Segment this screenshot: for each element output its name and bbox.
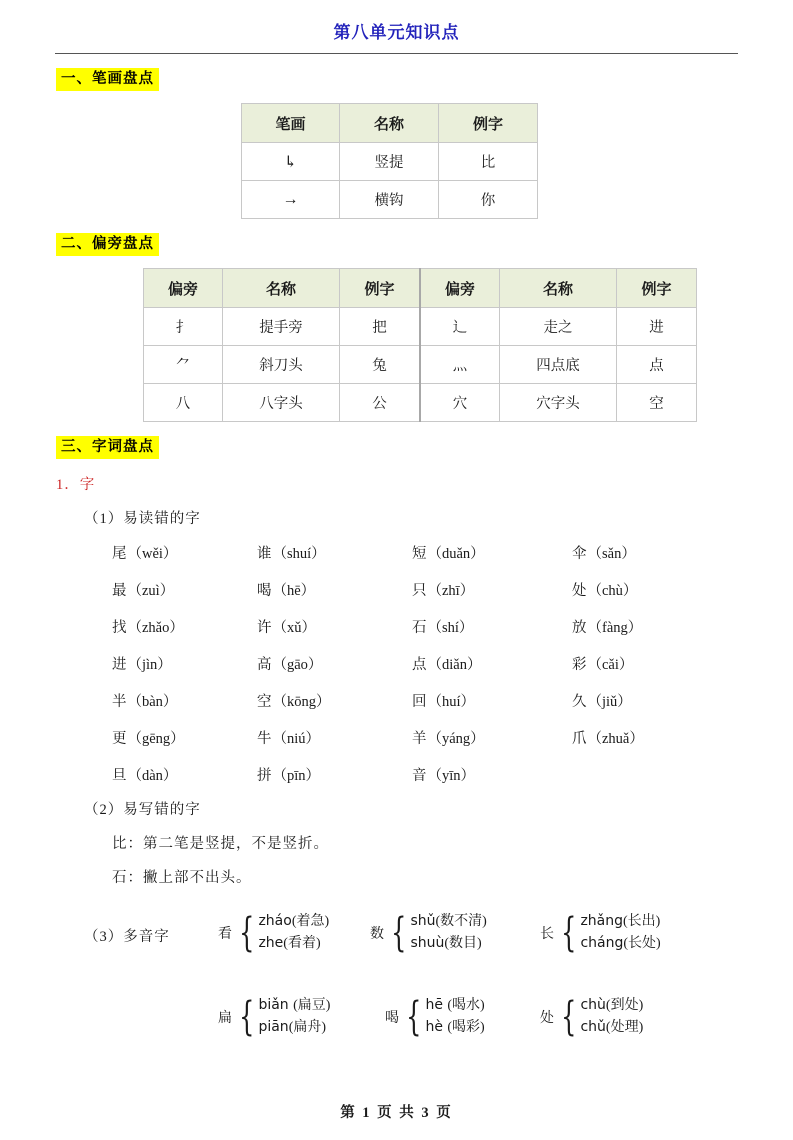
pinyin-entry <box>412 690 572 711</box>
page-title: 第八单元知识点 <box>333 23 460 42</box>
polyphonic-entry <box>218 910 330 957</box>
radical-name: 走之 <box>500 308 617 346</box>
pinyin-reading: （kōng） <box>272 694 331 711</box>
pinyin-han: 谁 <box>257 546 273 563</box>
reading-word: (数不清) <box>435 914 487 930</box>
pinyin-reading: （fàng） <box>587 620 643 637</box>
pinyin-entry <box>572 616 732 637</box>
pinyin-reading: （yīn） <box>427 768 476 785</box>
miswrite-note: 比：第二笔是竖提，不是竖折。 <box>112 836 329 853</box>
page-footer: 第 1 页 共 3 页 <box>340 1105 453 1121</box>
pinyin-han: 尾 <box>112 546 128 563</box>
pinyin-reading: （zuì） <box>127 583 175 600</box>
polyphonic-readings <box>580 995 643 1038</box>
stroke-glyph: ↳ <box>242 143 340 181</box>
radical-name: 斜刀头 <box>223 346 340 384</box>
pinyin-reading: （zhǎo） <box>127 620 184 637</box>
radical-name: 八字头 <box>223 384 340 422</box>
pinyin-reading: （xǔ） <box>272 620 316 637</box>
polyphonic-readings <box>425 995 484 1038</box>
table-header-row <box>144 269 697 308</box>
pinyin-entry <box>257 616 412 637</box>
pinyin-entry <box>112 616 257 637</box>
pinyin-entry <box>412 579 572 600</box>
polyphonic-row-2 <box>0 993 793 1049</box>
reading-pinyin: zháo <box>258 913 292 930</box>
subsection-zi: 1．字 <box>56 477 96 494</box>
stroke-name: 竖提 <box>340 143 439 181</box>
stroke-example: 你 <box>439 181 538 219</box>
pinyin-entry <box>412 653 572 674</box>
pinyin-han: 空 <box>257 694 273 711</box>
title-divider <box>55 53 738 54</box>
pinyin-han: 放 <box>572 620 588 637</box>
item-easy-miswrite-label: （2）易写错的字 <box>84 802 201 819</box>
reading-word: (着急) <box>291 914 330 930</box>
reading-pinyin: hē <box>425 997 448 1014</box>
pinyin-entry <box>112 542 257 563</box>
pinyin-han: 音 <box>412 768 428 785</box>
table-header-row <box>242 104 538 143</box>
pinyin-han: 久 <box>572 694 588 711</box>
pinyin-han: 进 <box>112 657 128 674</box>
pinyin-reading: （pīn） <box>272 768 321 785</box>
polyphonic-char: 看 <box>218 927 232 943</box>
pinyin-entry <box>572 690 732 711</box>
pinyin-han: 牛 <box>257 731 273 748</box>
left-brace-icon: { <box>561 910 577 957</box>
table-row <box>242 143 538 181</box>
reading-word: (扁舟) <box>288 1020 327 1036</box>
pinyin-entry <box>257 764 412 785</box>
table-row <box>242 181 538 219</box>
pinyin-entry-empty <box>572 764 732 785</box>
stroke-example: 比 <box>439 143 538 181</box>
left-brace-icon: { <box>561 994 577 1041</box>
radical-example: 空 <box>617 384 697 422</box>
name-col-header-1: 名称 <box>223 269 340 308</box>
pinyin-entry <box>572 579 732 600</box>
name-col-header-2: 名称 <box>500 269 617 308</box>
reading-word: (数目) <box>444 936 482 952</box>
polyphonic-entry <box>370 910 487 957</box>
pinyin-reading: （diǎn） <box>427 657 482 674</box>
pinyin-entry <box>572 542 732 563</box>
reading-pinyin: chǔ <box>580 1019 606 1036</box>
pinyin-entry <box>412 727 572 748</box>
polyphonic-char: 喝 <box>385 1011 399 1027</box>
radical-example: 点 <box>617 346 697 384</box>
pinyin-han: 处 <box>572 583 588 600</box>
polyphonic-row-1 <box>0 909 793 965</box>
pinyin-reading: （dàn） <box>127 768 178 785</box>
polyphonic-readings <box>258 911 329 954</box>
pinyin-reading: （sǎn） <box>587 546 636 563</box>
pinyin-reading: （yáng） <box>427 731 485 748</box>
polyphonic-readings <box>410 911 486 954</box>
pinyin-han: 许 <box>257 620 273 637</box>
reading-pinyin: piān <box>258 1019 289 1036</box>
polyphonic-char: 数 <box>370 927 384 943</box>
reading-pinyin: cháng <box>580 935 624 952</box>
reading-word: (看着) <box>283 936 321 952</box>
pinyin-reading: （gēng） <box>127 731 185 748</box>
stroke-name: 横钩 <box>340 181 439 219</box>
left-brace-icon: { <box>239 994 255 1041</box>
radical-col-header-1: 偏旁 <box>144 269 223 308</box>
radical-glyph: 八 <box>144 384 223 422</box>
reading-word: (到处) <box>605 998 644 1014</box>
polyphonic-char: 扁 <box>218 1011 232 1027</box>
polyphonic-entry <box>385 994 485 1041</box>
polyphonic-entry <box>540 994 644 1041</box>
pinyin-han: 只 <box>412 583 428 600</box>
radical-example: 兔 <box>340 346 421 384</box>
reading-word: (喝彩) <box>447 1020 485 1036</box>
radical-glyph: 扌 <box>144 308 223 346</box>
polyphonic-entry <box>218 994 331 1041</box>
left-brace-icon: { <box>391 910 407 957</box>
pinyin-entry <box>257 653 412 674</box>
pinyin-entry <box>412 616 572 637</box>
pinyin-reading: （shí） <box>427 620 474 637</box>
pinyin-reading: （zhuǎ） <box>587 731 644 748</box>
polyphonic-readings <box>258 995 330 1038</box>
radical-example: 公 <box>340 384 421 422</box>
miswrite-note: 石：撇上部不出头。 <box>112 870 252 887</box>
pinyin-han: 石 <box>412 620 428 637</box>
table-row <box>144 384 697 422</box>
pinyin-reading: （chù） <box>587 583 638 600</box>
pinyin-han: 更 <box>112 731 128 748</box>
radical-glyph: 辶 <box>420 308 500 346</box>
pinyin-han: 半 <box>112 694 128 711</box>
pinyin-han: 最 <box>112 583 128 600</box>
pinyin-entry <box>257 727 412 748</box>
pinyin-entry <box>572 727 732 748</box>
pinyin-reading: （niú） <box>272 731 321 748</box>
section-three <box>0 436 793 459</box>
pinyin-entry <box>257 542 412 563</box>
reading-word: (处理) <box>605 1020 644 1036</box>
reading-pinyin: biǎn <box>258 997 294 1014</box>
example-col-header: 例字 <box>439 104 538 143</box>
item-easy-misread-label: （1）易读错的字 <box>84 511 201 528</box>
polyphonic-entry <box>540 910 661 957</box>
pinyin-han: 点 <box>412 657 428 674</box>
pinyin-reading: （cǎi） <box>587 657 634 674</box>
pinyin-entry <box>257 579 412 600</box>
radical-example: 进 <box>617 308 697 346</box>
radical-table <box>143 268 697 422</box>
section-heading-vocabulary: 三、字词盘点 <box>56 436 159 459</box>
reading-pinyin: chù <box>580 997 606 1014</box>
radical-glyph: 灬 <box>420 346 500 384</box>
polyphonic-readings <box>580 911 660 954</box>
reading-pinyin: zhǎng <box>580 913 624 930</box>
pinyin-reading: （jìn） <box>127 657 172 674</box>
reading-word: (长处) <box>623 936 661 952</box>
example-col-header-2: 例字 <box>617 269 697 308</box>
radical-name: 提手旁 <box>223 308 340 346</box>
section-one <box>0 68 793 91</box>
pinyin-reading: （huí） <box>427 694 476 711</box>
radical-col-header-2: 偏旁 <box>420 269 500 308</box>
polyphonic-char: 处 <box>540 1011 554 1027</box>
pinyin-reading: （shuí） <box>272 546 326 563</box>
section-heading-radicals: 二、偏旁盘点 <box>56 233 159 256</box>
example-col-header-1: 例字 <box>340 269 421 308</box>
left-brace-icon: { <box>406 994 422 1041</box>
document-page <box>0 18 793 1140</box>
stroke-table-wrapper <box>0 103 793 219</box>
stroke-col-header: 笔画 <box>242 104 340 143</box>
pinyin-entry <box>412 764 572 785</box>
pinyin-entry <box>112 579 257 600</box>
reading-pinyin: shuù <box>410 935 445 952</box>
pinyin-entry <box>572 653 732 674</box>
pinyin-han: 拼 <box>257 768 273 785</box>
pinyin-entry <box>112 764 257 785</box>
item-polyphonic-label: （3）多音字 <box>84 929 170 946</box>
pinyin-han: 旦 <box>112 768 128 785</box>
pinyin-han: 找 <box>112 620 128 637</box>
pinyin-han: 伞 <box>572 546 588 563</box>
pinyin-reading: （bàn） <box>127 694 178 711</box>
pinyin-han: 高 <box>257 657 273 674</box>
pinyin-entry <box>257 690 412 711</box>
radical-example: 把 <box>340 308 421 346</box>
radical-name: 穴字头 <box>500 384 617 422</box>
radical-name: 四点底 <box>500 346 617 384</box>
stroke-table <box>241 103 538 219</box>
pinyin-han: 回 <box>412 694 428 711</box>
reading-pinyin: hè <box>425 1019 448 1036</box>
reading-pinyin: shǔ <box>410 913 436 930</box>
section-heading-strokes: 一、笔画盘点 <box>56 68 159 91</box>
pinyin-reading: （wěi） <box>127 546 178 563</box>
polyphonic-char: 长 <box>540 927 554 943</box>
pinyin-reading: （jiǔ） <box>587 694 632 711</box>
reading-pinyin: zhe <box>258 935 284 952</box>
pinyin-han: 喝 <box>257 583 273 600</box>
pinyin-han: 羊 <box>412 731 428 748</box>
pinyin-reading: （gāo） <box>272 657 323 674</box>
reading-word: (喝水) <box>447 998 485 1014</box>
pinyin-reading: （duǎn） <box>427 546 485 563</box>
pinyin-reading: （hē） <box>272 583 316 600</box>
pinyin-han: 爪 <box>572 731 588 748</box>
pinyin-han: 彩 <box>572 657 588 674</box>
pinyin-reading: （zhī） <box>427 583 475 600</box>
pinyin-entry <box>412 542 572 563</box>
stroke-glyph: → <box>242 181 340 219</box>
reading-word: (长出) <box>623 914 661 930</box>
name-col-header: 名称 <box>340 104 439 143</box>
easy-misread-grid <box>112 542 732 785</box>
pinyin-entry <box>112 690 257 711</box>
pinyin-entry <box>112 653 257 674</box>
radical-glyph: ⺈ <box>144 346 223 384</box>
radical-glyph: 穴 <box>420 384 500 422</box>
pinyin-han: 短 <box>412 546 428 563</box>
table-row <box>144 308 697 346</box>
left-brace-icon: { <box>239 910 255 957</box>
pinyin-entry <box>112 727 257 748</box>
radical-table-wrapper <box>0 268 793 422</box>
section-two <box>0 233 793 256</box>
reading-word: (扁豆) <box>293 998 331 1014</box>
table-row <box>144 346 697 384</box>
